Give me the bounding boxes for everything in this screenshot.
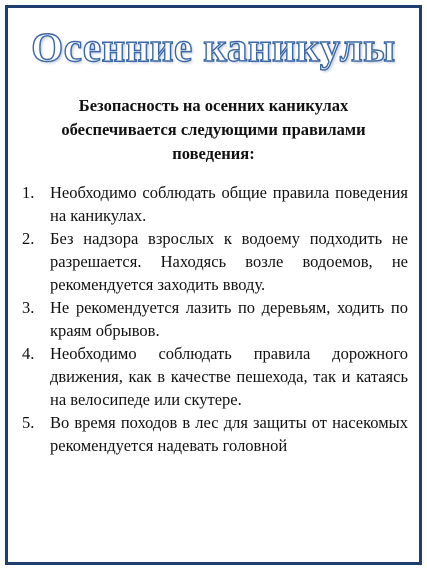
- list-item: [22, 342, 408, 411]
- list-item-text: Необходимо соблюдать общие правила поведения на каникулах.: [50, 183, 408, 225]
- list-item-number: 2.: [22, 229, 35, 248]
- list-item-number: 4.: [22, 344, 35, 363]
- page-title: Осенние каникулы: [31, 24, 396, 70]
- list-item-number: 5.: [22, 413, 35, 432]
- list-item: [22, 181, 408, 227]
- list-item-text: Во время походов в лес для защиты от насекомых рекомендуется надевать головной: [50, 413, 408, 455]
- list-item-text: Без надзора взрослых к водоему подходить не разрешается. Находясь возле водоемов, не рекомендуется заходить вводу.: [50, 229, 408, 294]
- list-item-text: Необходимо соблюдать правила дорожного движения, как в качестве пешехода, так и катаясь на велосипеде или скутере.: [50, 344, 408, 409]
- list-item-number: 3.: [22, 298, 35, 317]
- list-item: [22, 411, 408, 457]
- rules-list: [22, 181, 408, 457]
- list-item: [22, 227, 408, 296]
- subtitle: Безопасность на осенних каникулах обеспечивается следующими правилами поведения:: [61, 96, 366, 163]
- list-item-number: 1.: [22, 183, 35, 202]
- list-item-text: Не рекомендуется лазить по деревьям, ходить по краям обрывов.: [50, 298, 408, 340]
- list-item: [22, 296, 408, 342]
